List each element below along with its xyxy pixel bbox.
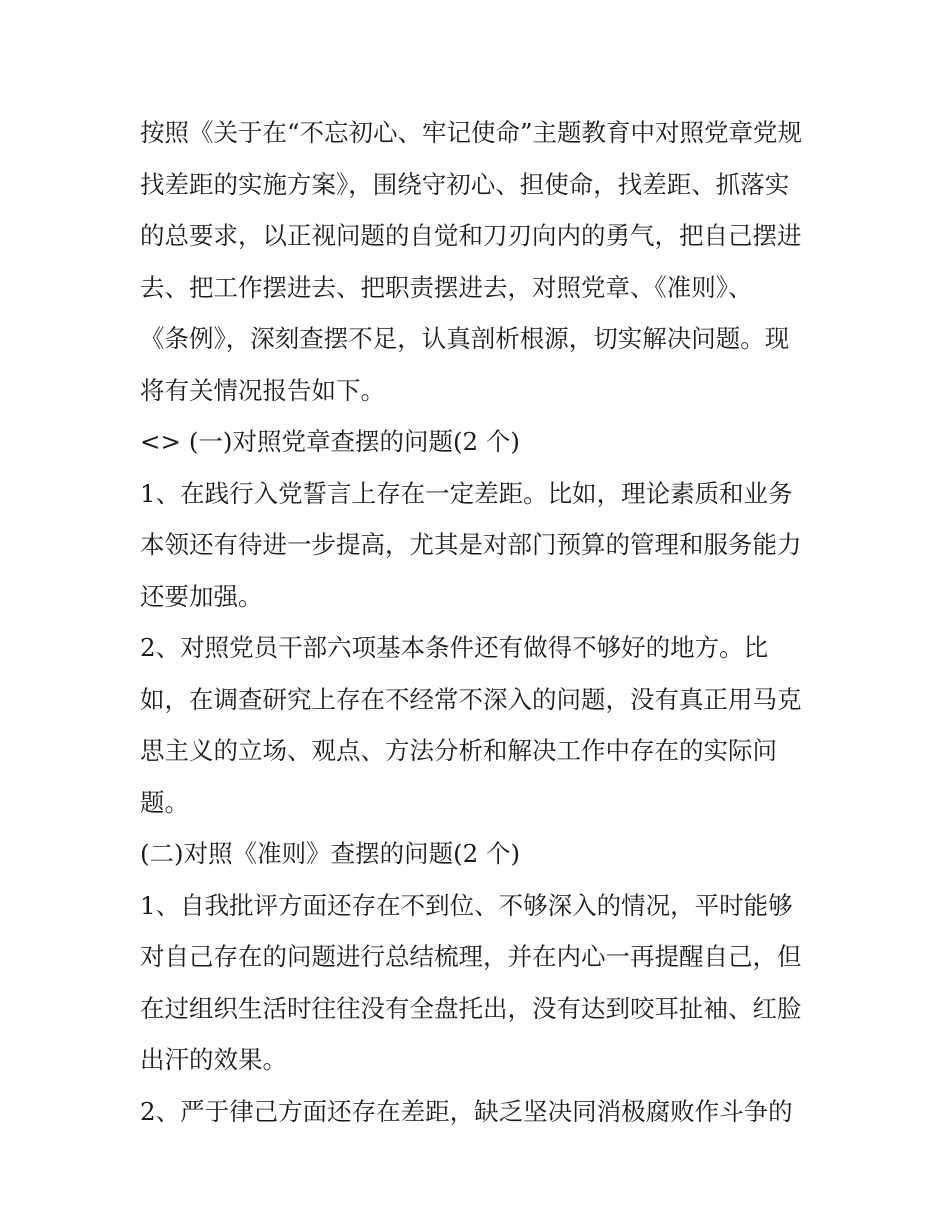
document-body [140, 107, 820, 1137]
text-line: 思主义的立场、观点、方法分析和解决工作中存在的实际问 [140, 736, 777, 765]
text-line: 如，在调查研究上存在不经常不深入的问题，没有真正用马克 [140, 684, 802, 714]
text-line: 1、在践行入党誓言上存在一定差距。比如，理论素质和业务 [140, 478, 793, 508]
paragraph-intro [140, 107, 820, 416]
section-heading-one [140, 416, 820, 468]
paragraph-item-1-2 [140, 622, 820, 828]
text-line: 对自己存在的问题进行总结梳理，并在内心一再提醒自己，但 [140, 942, 802, 971]
section-heading-two [140, 828, 820, 880]
section-heading: (二)对照《准则》查摆的问题(2 个) [140, 839, 521, 868]
text-line: 将有关情况报告如下。 [140, 375, 385, 405]
text-line: 的总要求，以正视问题的自觉和刀刃向内的勇气，把自己摆进 [140, 221, 802, 250]
text-line: 按照《关于在“不忘初心、牢记使命”主题教育中对照党章党规 [140, 118, 803, 147]
section-heading: <> (一)对照党章查摆的问题(2 个) [140, 427, 520, 456]
text-line: 题。 [140, 787, 189, 817]
text-line: 在过组织生活时往往没有全盘托出，没有达到咬耳扯袖、红脸 [140, 993, 802, 1023]
paragraph-item-1-1 [140, 468, 820, 623]
paragraph-item-2-2 [140, 1086, 820, 1138]
text-line: 出汗的效果。 [140, 1045, 287, 1074]
text-line: 《条例》，深刻查摆不足，认真剖析根源，切实解决问题。现 [140, 324, 790, 353]
paragraph-item-2-1 [140, 880, 820, 1086]
text-line: 本领还有待进一步提高，尤其是对部门预算的管理和服务能力 [140, 530, 802, 559]
text-line: 找差距的实施方案》，围绕守初心、担使命，找差距、抓落实 [140, 169, 790, 199]
text-line: 还要加强。 [140, 581, 263, 611]
text-line: 1、自我批评方面还存在不到位、不够深入的情况，平时能够 [140, 890, 793, 920]
text-line: 去、把工作摆进去、把职责摆进去，对照党章、《准则》、 [140, 272, 753, 302]
text-line: 2、严于律己方面还存在差距，缺乏坚决同消极腐败作斗争的 [140, 1096, 793, 1126]
text-line: 2、对照党员干部六项基本条件还有做得不够好的地方。比 [140, 633, 769, 662]
